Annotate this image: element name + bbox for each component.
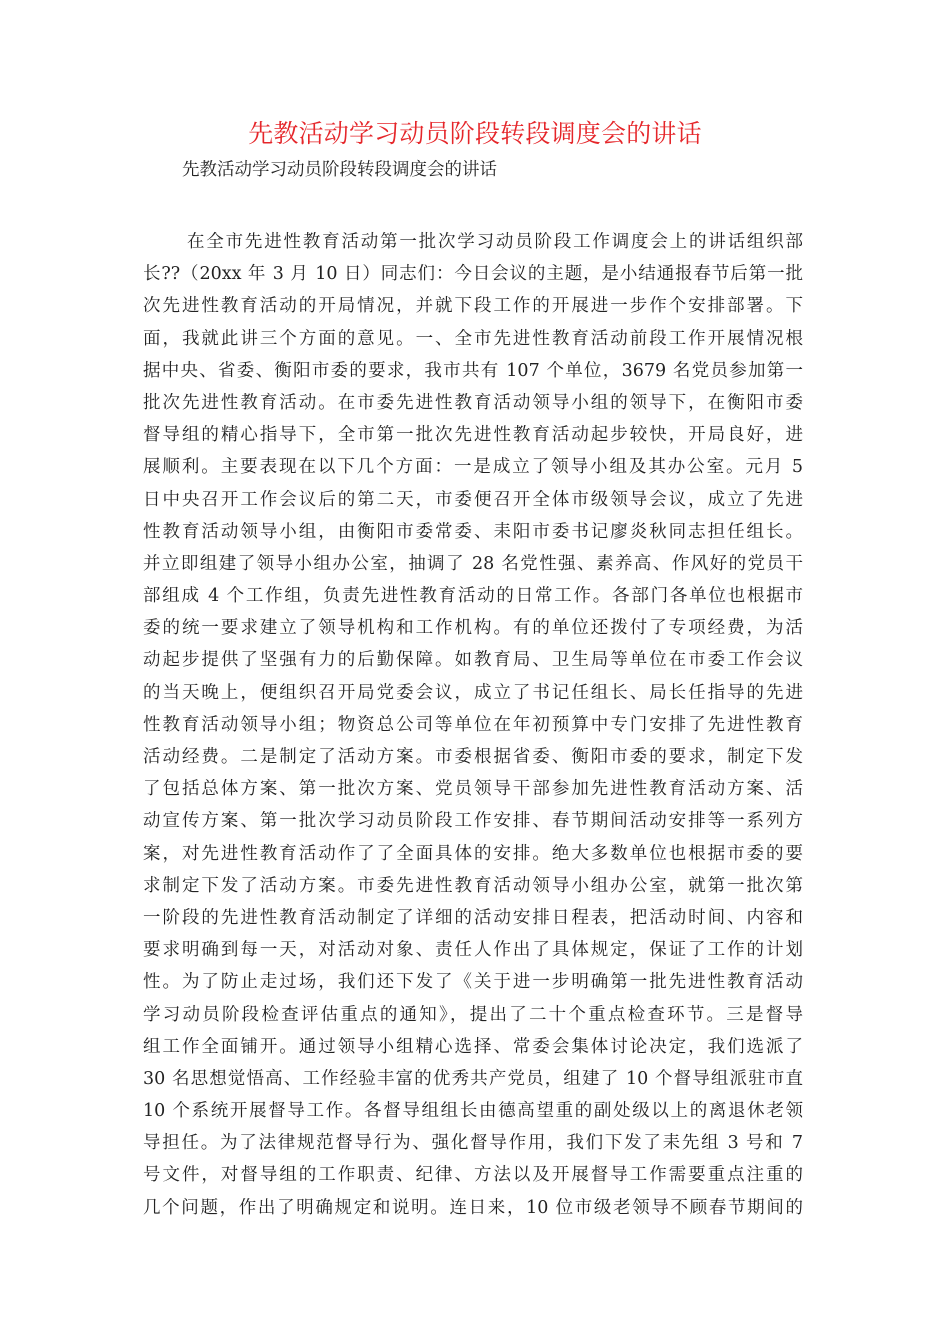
body-line: 在全市先进性教育活动第一批次学习动员阶段工作调度会上的讲话组织部 — [187, 232, 803, 252]
body-line: 的当天晚上，便组织召开局党委会议，成立了书记任组长、局长任指导的先进 — [143, 682, 803, 703]
body-line: 面，我就此讲三个方面的意见。一、全市先进性教育活动前段工作开展情况根 — [143, 328, 803, 349]
body-line: 部组成 4 个工作组，负责先进性教育活动的日常工作。各部门各单位也根据市 — [143, 586, 803, 607]
body-line: 动起步提供了坚强有力的后勤保障。如教育局、卫生局等单位在市委工作会议 — [143, 650, 803, 671]
document-subtitle: 先教活动学习动员阶段转段调度会的讲话 — [182, 160, 497, 180]
document-title: 先教活动学习动员阶段转段调度会的讲话 — [248, 119, 702, 148]
body-line: 要求明确到每一天，对活动对象、责任人作出了具体规定，保证了工作的计划 — [143, 940, 803, 961]
body-line: 10 个系统开展督导工作。各督导组组长由德高望重的副处级以上的离退休老领 — [143, 1101, 803, 1122]
body-line: 性教育活动领导小组；物资总公司等单位在年初预算中专门安排了先进性教育 — [143, 714, 803, 735]
body-line: 求制定下发了活动方案。市委先进性教育活动领导小组办公室，就第一批次第 — [143, 875, 803, 896]
document-body — [143, 226, 803, 1224]
body-line: 导担任。为了法律规范督导行为、强化督导作用，我们下发了耒先组 3 号和 7 — [143, 1133, 803, 1154]
body-line: 一阶段的先进性教育活动制定了详细的活动安排日程表，把活动时间、内容和 — [143, 907, 803, 928]
body-line: 展顺利。主要表现在以下几个方面：一是成立了领导小组及其办公室。元月 5 — [143, 457, 803, 478]
body-line: 据中央、省委、衡阳市委的要求，我市共有 107 个单位，3679 名党员参加第一 — [143, 360, 803, 381]
body-line: 长??（20xx 年 3 月 10 日）同志们：今日会议的主题，是小结通报春节后第一批 — [143, 264, 803, 285]
body-line: 组工作全面铺开。通过领导小组精心选择、常委会集体讨论决定，我们选派了 — [143, 1036, 803, 1057]
body-line: 日中央召开工作会议后的第二天，市委便召开全体市级领导会议，成立了先进 — [143, 489, 803, 510]
body-line: 学习动员阶段检查评估重点的通知》，提出了二十个重点检查环节。三是督导 — [143, 1004, 803, 1025]
body-line: 案，对先进性教育活动作了了全面具体的安排。绝大多数单位也根据市委的要 — [143, 843, 803, 864]
body-line: 批次先进性教育活动。在市委先进性教育活动领导小组的领导下，在衡阳市委 — [143, 392, 803, 413]
body-line: 委的统一要求建立了领导机构和工作机构。有的单位还拨付了专项经费，为活 — [143, 618, 803, 639]
body-line: 次先进性教育活动的开局情况，并就下段工作的开展进一步作个安排部署。下 — [143, 296, 803, 317]
body-line: 30 名思想觉悟高、工作经验丰富的优秀共产党员，组建了 10 个督导组派驻市直 — [143, 1068, 803, 1089]
body-line: 了包括总体方案、第一批次方案、党员领导干部参加先进性教育活动方案、活 — [143, 779, 803, 800]
body-line: 动宣传方案、第一批次学习动员阶段工作安排、春节期间活动安排等一系列方 — [143, 811, 803, 832]
body-line: 活动经费。二是制定了活动方案。市委根据省委、衡阳市委的要求，制定下发 — [143, 747, 803, 767]
body-line: 督导组的精心指导下，全市第一批次先进性教育活动起步较快，开局良好，进 — [143, 425, 803, 446]
body-line: 性。为了防止走过场，我们还下发了《关于进一步明确第一批先进性教育活动 — [143, 972, 803, 993]
body-line: 性教育活动领导小组，由衡阳市委常委、耒阳市委书记廖炎秋同志担任组长。 — [143, 521, 803, 542]
body-line: 几个问题，作出了明确规定和说明。连日来，10 位市级老领导不顾春节期间的 — [143, 1197, 803, 1218]
body-line: 并立即组建了领导小组办公室，抽调了 28 名党性强、素养高、作风好的党员干 — [143, 553, 803, 574]
body-line: 号文件，对督导组的工作职责、纪律、方法以及开展督导工作需要重点注重的 — [143, 1165, 803, 1186]
